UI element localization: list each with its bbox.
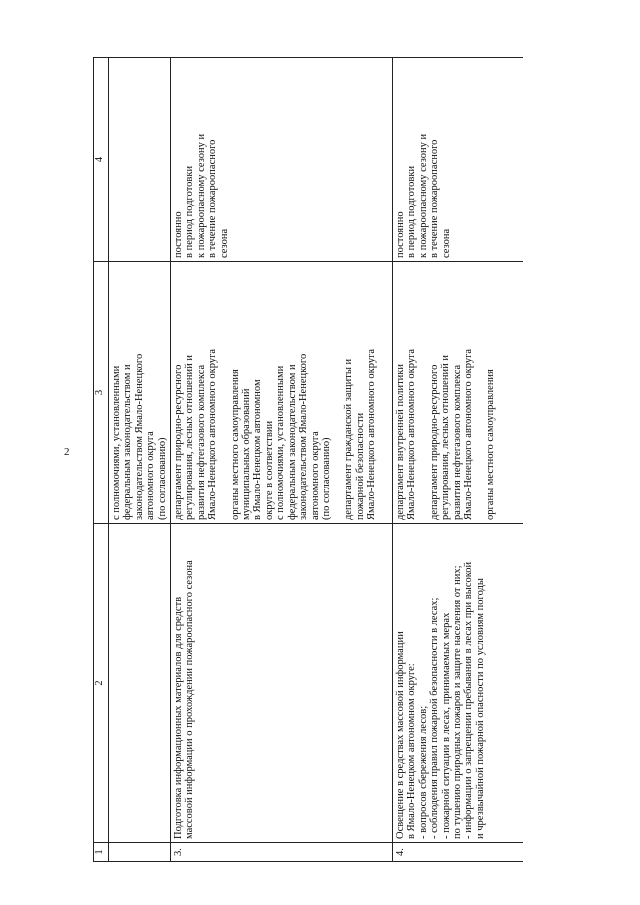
responsible-org: департамент внутренней политики Ямало-Ненецкого автономного округа	[395, 348, 418, 520]
term: постоянно в период подготовки к пожароопасному сезону и в течение пожароопасного сезона	[393, 58, 523, 262]
header-col-3: 3	[94, 262, 109, 524]
responsible-list	[171, 262, 393, 524]
event-description: Освещение в средствах массовой информации в Ямало-Ненецком автономном округе: - вопросов сбережения лесов; - соблюдения правил пожарной безопасности в лесах; - пожарной ситуации в лесах, принимаемых мерах по тушению природных пожаров и защите населения от них; - информации о запрещении пребывания в лесах при высокой и чрезвычайной пожарной опасности по условиям погоды	[393, 524, 523, 843]
responsible-list	[393, 262, 523, 524]
table-row-continuation	[109, 58, 171, 862]
page-number: 2	[64, 446, 70, 458]
responsible-org: органы местного самоуправления муниципальных образований в Ямало-Ненецком автономном округе в соответствии с полномочиями, установленными федеральным законодательством и законодательством Ямало-Ненецкого автономного округа (по согласованию)	[229, 353, 332, 520]
cell-responsible: с полномочиями, установленными федеральным законодательством и законодательством Ямало-Ненецкого автономного округа (по согласованию)	[109, 262, 171, 524]
cell-term	[109, 58, 171, 262]
table-header-row	[94, 58, 109, 862]
row-number: 3.	[171, 843, 393, 862]
table-row-3	[171, 58, 393, 862]
events-table	[93, 57, 523, 862]
responsible-org: департамент природно-ресурсного регулирования, лесных отношений и развития нефтегазового комплекса Ямало-Ненецкого автономного округа	[173, 348, 219, 520]
rotated-page	[93, 62, 525, 862]
table-row-4	[393, 58, 523, 862]
cell-num	[109, 843, 171, 862]
event-description: Подготовка информационных материалов для средств массовой информации о прохождении пожароопасного сезона	[171, 524, 393, 843]
header-col-1: 1	[94, 843, 109, 862]
responsible-org: органы местного самоуправления	[485, 369, 497, 520]
responsible-org: департамент гражданской защиты и пожарной безопасности Ямало-Ненецкого автономного округа	[343, 348, 378, 520]
row-number: 4.	[393, 843, 523, 862]
responsible-org: департамент природно-ресурсного регулирования, лесных отношений и развития нефтегазового комплекса Ямало-Ненецкого автономного округа	[428, 348, 475, 520]
header-col-2: 2	[94, 524, 109, 843]
header-col-4: 4	[94, 58, 109, 262]
term: постоянно в период подготовки к пожароопасному сезону и в течение пожароопасного сезона	[171, 58, 393, 262]
cell-event	[109, 524, 171, 843]
